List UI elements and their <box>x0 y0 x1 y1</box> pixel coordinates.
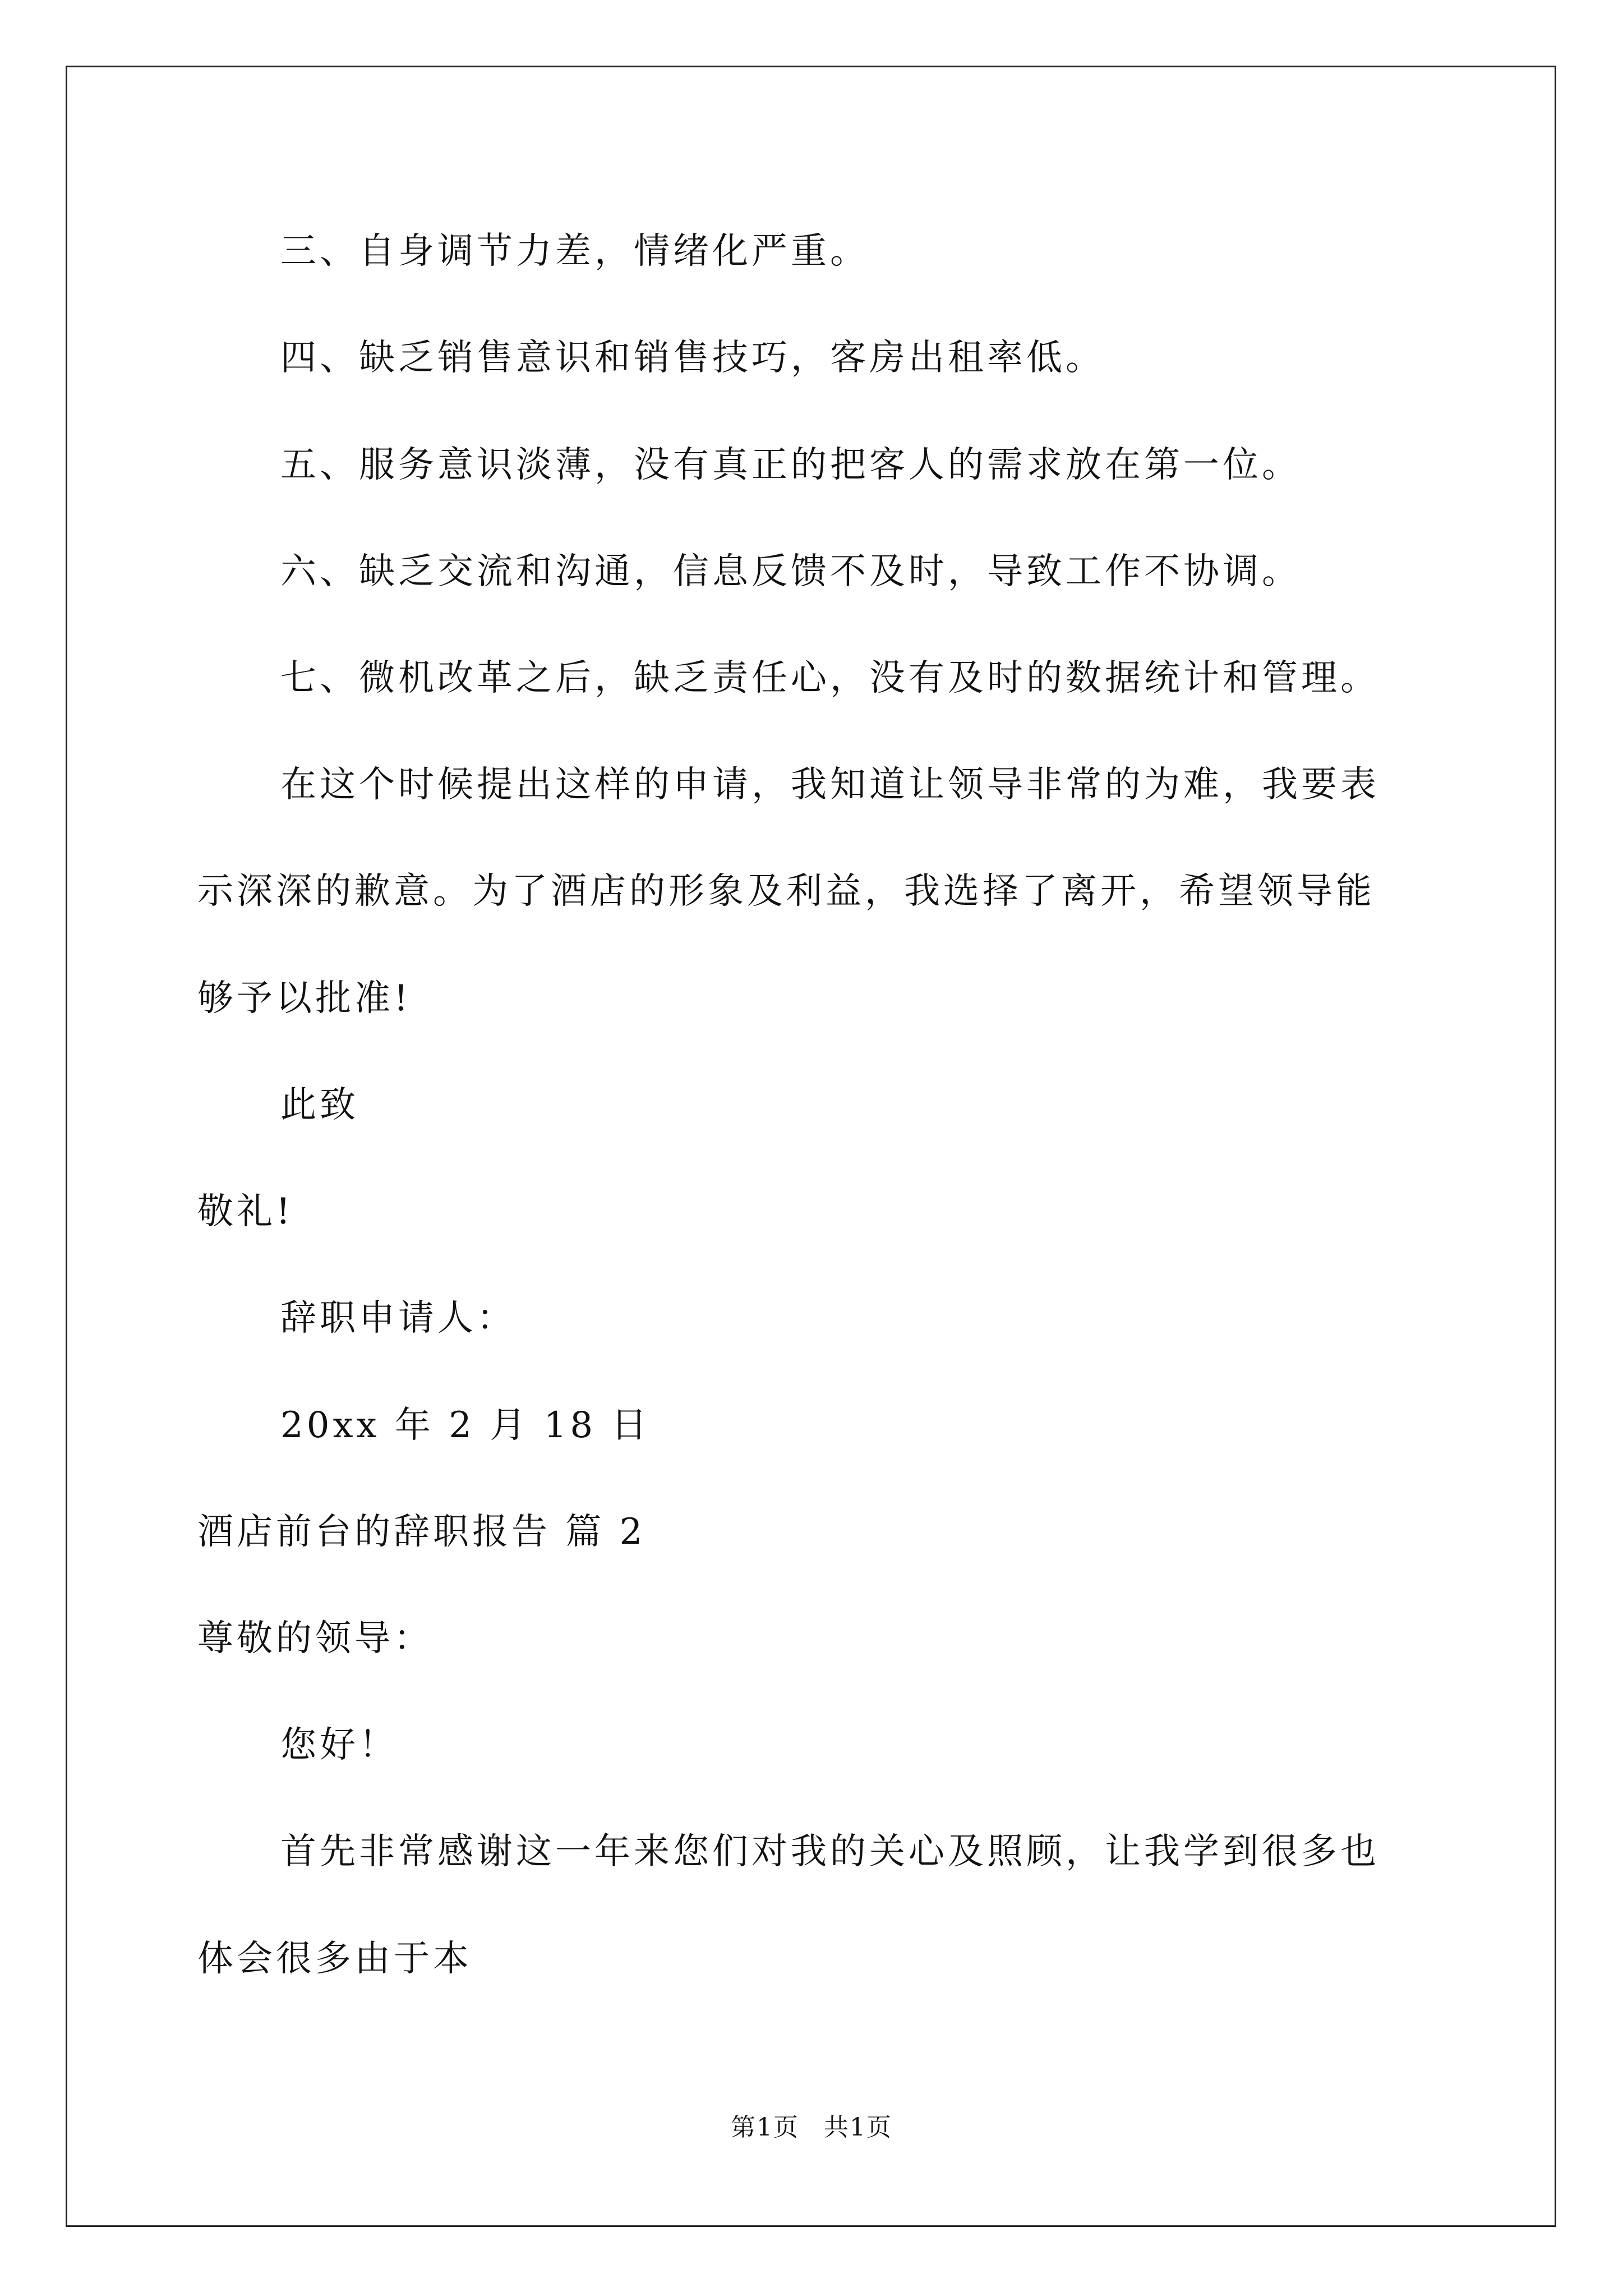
paragraph-line: 六、缺乏交流和沟通，信息反馈不及时，导致工作不协调。 <box>280 551 1301 592</box>
page-footer <box>0 2112 1623 2143</box>
closing-regards: 敬礼! <box>197 1191 294 1232</box>
paragraph-line: 在这个时候提出这样的申请，我知道让领导非常的为难，我要表 <box>280 764 1380 806</box>
paragraph-line: 四、缺乏销售意识和销售技巧，客房出租率低。 <box>280 337 1105 379</box>
section-heading: 酒店前台的辞职报告 篇 2 <box>197 1511 646 1553</box>
paragraph-line: 示深深的歉意。为了酒店的形象及利益，我选择了离开，希望领导能 <box>197 871 1375 912</box>
paragraph-line: 首先非常感谢这一年来您们对我的关心及照顾，让我学到很多也 <box>280 1831 1380 1872</box>
greeting-line: 尊敬的领导： <box>197 1618 433 1659</box>
paragraph-line: 七、微机改革之后，缺乏责任心，没有及时的数据统计和管理。 <box>280 657 1380 699</box>
paragraph-line: 体会很多由于本 <box>197 1938 472 1980</box>
page-number-current: 第1页 <box>731 2113 799 2142</box>
paragraph-line: 五、服务意识淡薄，没有真正的把客人的需求放在第一位。 <box>280 444 1301 486</box>
page-border <box>66 66 1556 2227</box>
closing-salutation: 此致 <box>280 1084 359 1126</box>
greeting-hello: 您好！ <box>280 1724 398 1766</box>
paragraph-line: 三、自身调节力差，情绪化严重。 <box>280 231 869 272</box>
page-number-total: 共1页 <box>824 2113 892 2142</box>
signature-label: 辞职申请人： <box>280 1297 516 1339</box>
date-line: 20xx 年 2 月 18 日 <box>280 1405 651 1446</box>
paragraph-line: 够予以批准! <box>197 978 412 1019</box>
